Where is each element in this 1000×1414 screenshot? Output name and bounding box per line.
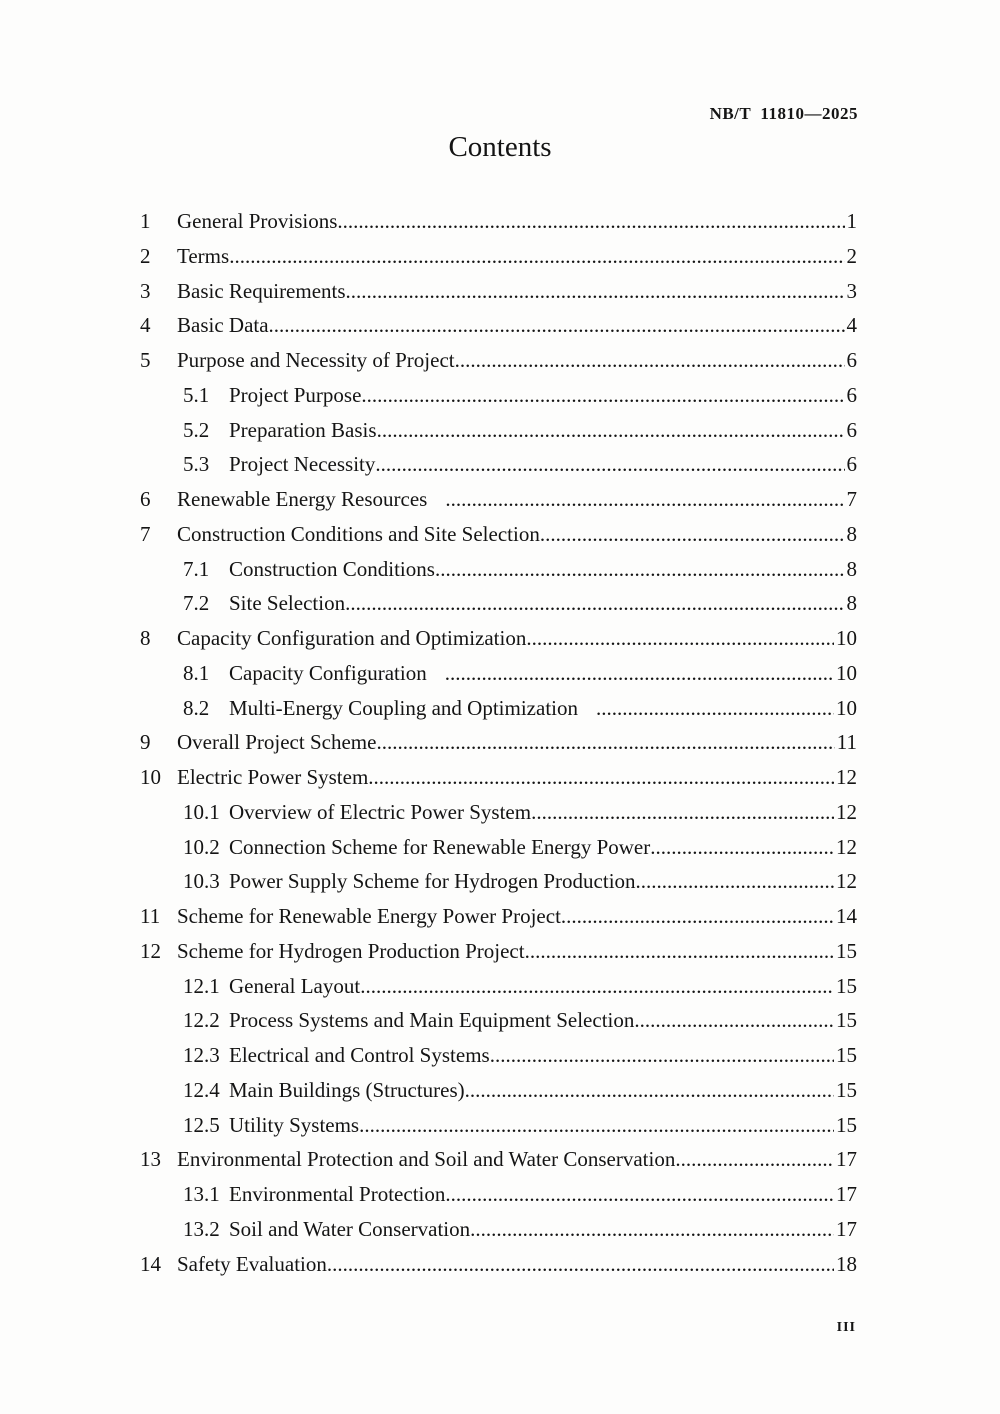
toc-leader-dots	[470, 1217, 834, 1242]
toc-entry-number: 7.2	[183, 591, 210, 616]
toc-entry-title: Capacity Configuration and Optimization	[177, 626, 527, 650]
toc-entry-page: 1	[846, 209, 857, 233]
toc-entry	[140, 591, 857, 626]
toc-entry-number: 9	[140, 730, 151, 755]
toc-leader-dots	[375, 452, 844, 477]
toc-leader-dots	[229, 244, 844, 269]
toc-leader-dots	[359, 1113, 834, 1138]
toc-entry-number: 5.3	[183, 452, 210, 477]
toc-entry	[140, 730, 857, 765]
toc-entry-number: 3	[140, 278, 151, 303]
toc-entry-page: 10	[836, 695, 857, 720]
toc-entry	[140, 696, 857, 731]
toc-entry	[140, 1252, 857, 1287]
toc-entry-number: 7	[140, 521, 151, 546]
toc-entry-page: 17	[836, 1147, 857, 1172]
toc-entry-title: Connection Scheme for Renewable Energy Power	[229, 834, 651, 859]
toc-leader-dots	[531, 800, 834, 825]
toc-leader-dots	[561, 904, 834, 929]
toc-entry-page: 6	[846, 452, 857, 477]
toc-entry-page: 15	[836, 1008, 857, 1033]
toc-entry-page: 10	[836, 660, 857, 685]
toc-entry-page: 10	[836, 626, 857, 650]
toc-leader-dots	[526, 626, 834, 651]
toc-leader-dots	[345, 591, 844, 616]
toc-leader-dots	[540, 522, 845, 547]
toc-entry-page: 8	[846, 556, 857, 581]
toc-entry	[140, 383, 857, 418]
toc-leader-dots	[675, 1147, 834, 1172]
page-number: III	[836, 1320, 856, 1335]
toc-leader-dots	[376, 730, 834, 755]
toc-entry-page: 14	[836, 904, 857, 928]
toc-entry-title: Purpose and Necessity of Project	[177, 348, 455, 372]
toc-entry-page: 15	[836, 1043, 857, 1067]
toc-entry-title: Overall Project Scheme	[177, 730, 377, 755]
toc-entry-title: Safety Evaluation	[177, 1251, 327, 1276]
toc-entry-title: Terms	[177, 243, 230, 268]
toc-entry-number: 11	[140, 904, 161, 928]
toc-entry-title: Preparation Basis	[229, 417, 377, 442]
toc-entry-number: 14	[140, 1251, 161, 1276]
page-title: Contents	[448, 131, 552, 163]
toc-entry-number: 10.1	[183, 799, 220, 824]
toc-entry-title: Electrical and Control Systems	[229, 1043, 490, 1067]
doc-number: NB/T 11810—2025	[709, 104, 858, 123]
toc-leader-dots	[455, 348, 845, 373]
toc-entry-title: Construction Conditions and Site Selection	[177, 521, 540, 546]
toc-entry-title: Electric Power System	[177, 765, 369, 789]
toc-entry	[140, 1078, 857, 1113]
toc-entry-number: 12.1	[183, 973, 220, 998]
page-footer	[837, 1320, 856, 1336]
toc-leader-dots	[361, 383, 844, 408]
toc-entry	[140, 418, 857, 453]
toc-leader-dots	[596, 696, 834, 721]
toc-entry-number: 4	[140, 313, 151, 338]
toc-entry-page: 8	[846, 521, 857, 546]
toc-entry	[140, 939, 857, 974]
toc-entry	[140, 1113, 857, 1148]
toc-entry	[140, 904, 857, 939]
toc-entry	[140, 348, 857, 383]
toc-entry-title: Multi-Energy Coupling and Optimization	[229, 695, 578, 720]
toc-entry	[140, 522, 857, 557]
toc-entry-title: Basic Requirements	[177, 278, 346, 303]
toc-entry-number: 13.2	[183, 1216, 220, 1241]
toc-entry-page: 17	[836, 1182, 857, 1206]
toc-entry-page: 15	[836, 1077, 857, 1102]
toc-entry	[140, 800, 857, 835]
toc-entry-number: 7.1	[183, 556, 210, 581]
toc-entry-number: 8.1	[183, 660, 210, 685]
toc-entry	[140, 1217, 857, 1252]
toc-entry-title: Environmental Protection and Soil and Water Conservation	[177, 1147, 676, 1172]
toc-entry-number: 2	[140, 243, 151, 268]
toc-entry-title: General Layout	[229, 973, 361, 998]
toc-entry-page: 12	[836, 765, 857, 789]
toc-entry-page: 18	[836, 1251, 857, 1276]
toc-leader-dots	[465, 1078, 834, 1103]
toc-entry-page: 6	[846, 348, 857, 372]
toc-leader-dots	[445, 487, 844, 512]
toc-leader-dots	[269, 313, 845, 338]
toc-leader-dots	[634, 1008, 834, 1033]
toc-leader-dots	[636, 869, 834, 894]
toc-entry-page: 15	[836, 1112, 857, 1137]
toc-entry	[140, 974, 857, 1009]
toc-entry-page: 15	[836, 938, 857, 963]
toc-leader-dots	[368, 765, 834, 790]
toc-entry-title: Scheme for Renewable Energy Power Project	[177, 904, 561, 928]
toc-entry-number: 12.4	[183, 1077, 220, 1102]
toc-entry-number: 10.3	[183, 869, 220, 894]
toc-entry-page: 12	[836, 869, 857, 894]
toc-entry-title: Overview of Electric Power System	[229, 799, 532, 824]
toc-entry	[140, 661, 857, 696]
toc-leader-dots	[377, 418, 845, 443]
toc-entry-number: 5.2	[183, 417, 210, 442]
toc-leader-dots	[337, 209, 844, 234]
toc-entry-title: General Provisions	[177, 209, 338, 233]
toc-entry	[140, 1008, 857, 1043]
toc-entry-title: Project Purpose	[229, 382, 362, 407]
toc-leader-dots	[650, 835, 834, 860]
toc-entry-number: 8.2	[183, 695, 210, 720]
toc-entry-number: 1	[140, 209, 151, 233]
toc-entry-title: Utility Systems	[229, 1112, 360, 1137]
toc-entry	[140, 244, 857, 279]
toc-entry-number: 10.2	[183, 834, 220, 859]
toc-leader-dots	[445, 661, 834, 686]
toc-entry	[140, 279, 857, 314]
toc-entry-page: 17	[836, 1216, 857, 1241]
toc-leader-dots	[525, 939, 834, 964]
toc-entry-page: 7	[846, 487, 857, 511]
toc-entry-page: 6	[846, 417, 857, 442]
toc-entry-number: 8	[140, 626, 151, 650]
toc-entry-page: 2	[846, 243, 857, 268]
toc-entry-page: 12	[836, 799, 857, 824]
toc-entry-number: 12.3	[183, 1043, 220, 1067]
toc-entry-title: Main Buildings (Structures)	[229, 1077, 465, 1102]
toc-entry	[140, 452, 857, 487]
toc-entry-page: 15	[836, 973, 857, 998]
toc-entry-title: Project Necessity	[229, 452, 376, 477]
toc-entry	[140, 557, 857, 592]
toc-entry-number: 6	[140, 487, 151, 511]
toc-entry-title: Site Selection	[229, 591, 346, 616]
toc-entry-number: 13	[140, 1147, 161, 1172]
toc-entry	[140, 313, 857, 348]
toc-entry-number: 10	[140, 765, 161, 789]
toc-entry-number: 13.1	[183, 1182, 220, 1206]
toc-entry-page: 6	[846, 382, 857, 407]
toc-leader-dots	[327, 1252, 834, 1277]
toc-list	[140, 209, 857, 1286]
toc-entry	[140, 869, 857, 904]
toc-leader-dots	[346, 279, 845, 304]
toc-entry-title: Soil and Water Conservation	[229, 1216, 471, 1241]
toc-leader-dots	[435, 557, 845, 582]
toc-entry-title: Process Systems and Main Equipment Selection	[229, 1008, 635, 1033]
toc-entry-title: Power Supply Scheme for Hydrogen Production	[229, 869, 636, 894]
toc-entry	[140, 487, 857, 522]
toc-entry-number: 5.1	[183, 382, 210, 407]
toc-entry-page: 3	[846, 278, 857, 303]
toc-entry	[140, 626, 857, 661]
toc-entry	[140, 209, 857, 244]
toc-entry-title: Renewable Energy Resources	[177, 487, 428, 511]
toc-entry	[140, 1182, 857, 1217]
toc-entry-title: Environmental Protection	[229, 1182, 446, 1206]
toc-entry-page: 12	[836, 834, 857, 859]
toc-entry-page: 4	[846, 313, 857, 338]
toc-entry-number: 12.2	[183, 1008, 220, 1033]
toc-entry-page: 11	[836, 730, 857, 755]
toc-leader-dots	[360, 974, 834, 999]
toc-entry	[140, 1147, 857, 1182]
toc-entry	[140, 835, 857, 870]
toc-entry-number: 5	[140, 348, 151, 372]
toc-entry-title: Scheme for Hydrogen Production Project	[177, 938, 525, 963]
toc-entry-number: 12.5	[183, 1112, 220, 1137]
toc-entry-page: 8	[846, 591, 857, 616]
toc-entry-title: Basic Data	[177, 313, 269, 338]
toc-entry-title: Capacity Configuration	[229, 660, 427, 685]
toc-entry	[140, 1043, 857, 1078]
toc-leader-dots	[490, 1043, 834, 1068]
toc-entry-title: Construction Conditions	[229, 556, 435, 581]
toc-entry	[140, 765, 857, 800]
toc-entry-number: 12	[140, 938, 161, 963]
toc-leader-dots	[445, 1182, 834, 1207]
